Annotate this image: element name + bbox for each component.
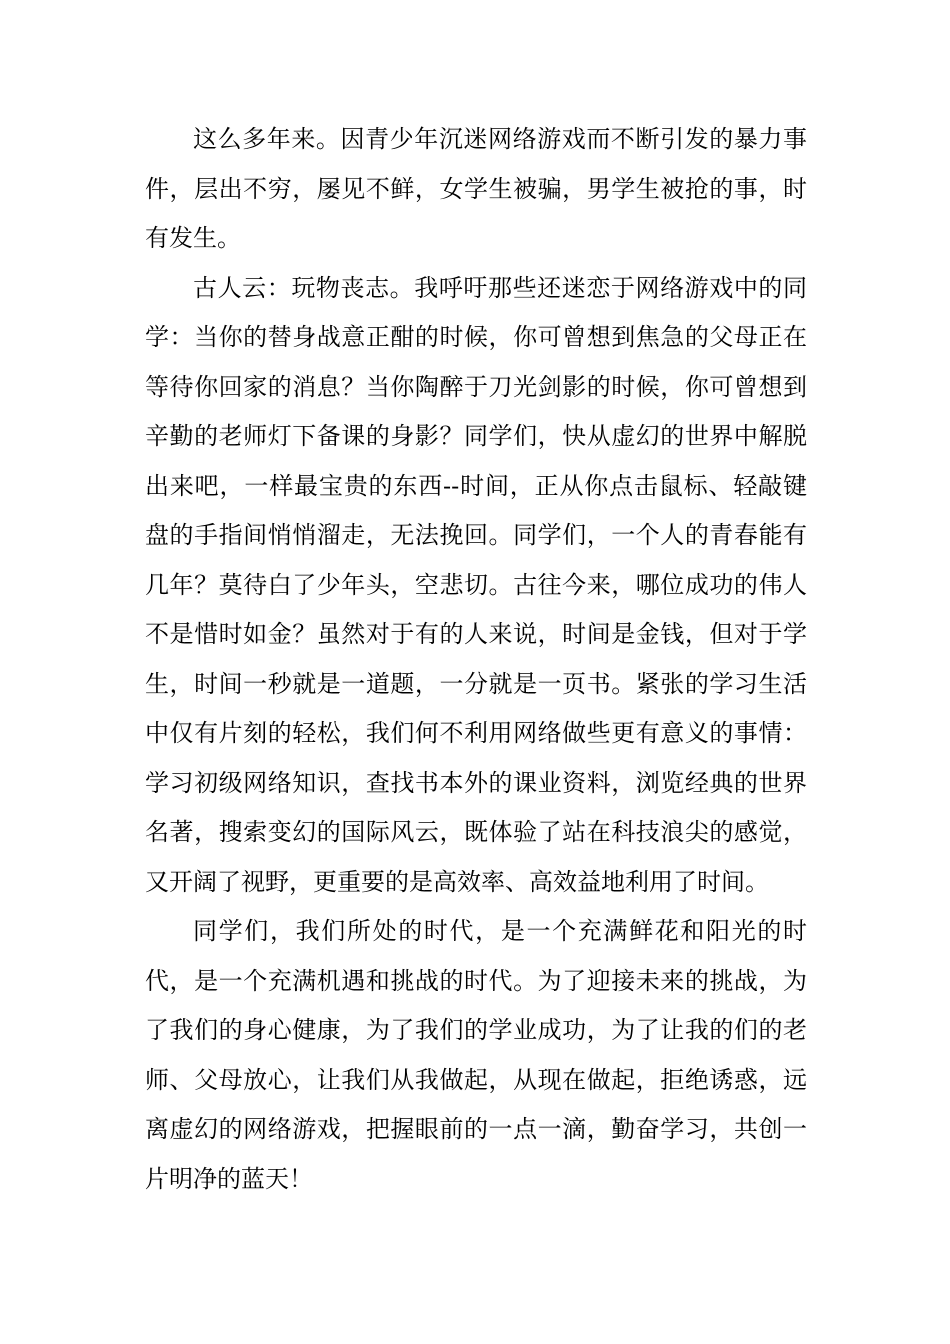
document-body: [145, 115, 807, 1204]
paragraph-1: 这么多年来。因青少年沉迷网络游戏而不断引发的暴力事件，层出不穷，屡见不鲜，女学生被骗，男学生被抢的事，时有发生。: [145, 125, 807, 252]
paragraph-3: 同学们，我们所处的时代，是一个充满鲜花和阳光的时代，是一个充满机遇和挑战的时代。为了迎接未来的挑战，为了我们的身心健康，为了我们的学业成功，为了让我的们的老师、父母放心，让我们从我做起，从现在做起，拒绝诱惑，远离虚幻的网络游戏，把握眼前的一点一滴，勤奋学习，共创一片明净的蓝天！: [145, 917, 807, 1193]
paragraph-2: 古人云：玩物丧志。我呼吁那些还迷恋于网络游戏中的同学：当你的替身战意正酣的时候，你可曾想到焦急的父母正在等待你回家的消息？当你陶醉于刀光剑影的时候，你可曾想到辛勤的老师灯下备课的身影？同学们，快从虚幻的世界中解脱出来吧，一样最宝贵的东西--时间，正从你点击鼠标、轻敲键盘的手指间悄悄溜走，无法挽回。同学们，一个人的青春能有几年？莫待白了少年头，空悲切。古往今来，哪位成功的伟人不是惜时如金？虽然对于有的人来说，时间是金钱，但对于学生，时间一秒就是一道题，一分就是一页书。紧张的学习生活中仅有片刻的轻松，我们何不利用网络做些更有意义的事情：学习初级网络知识，查找书本外的课业资料，浏览经典的世界名著，搜索变幻的国际风云，既体验了站在科技浪尖的感觉，又开阔了视野，更重要的是高效率、高效益地利用了时间。: [145, 273, 807, 896]
